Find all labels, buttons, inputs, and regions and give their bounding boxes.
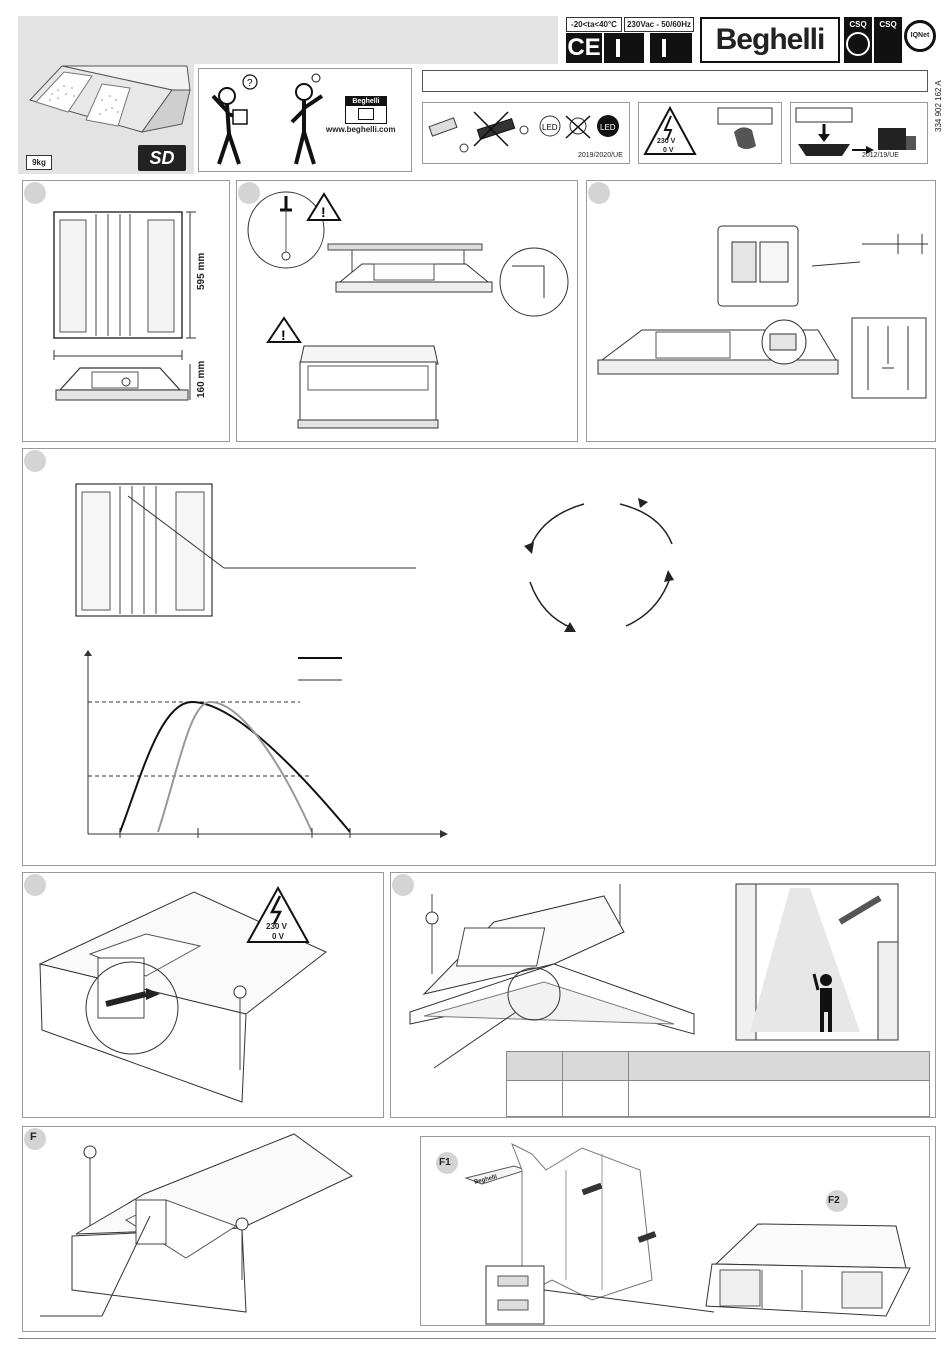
settings-table-row [506,1081,930,1117]
settings-table-header [506,1051,930,1081]
svg-text:?: ? [247,78,253,89]
voltage-badge: 230Vac - 50/60Hz [624,17,694,32]
suspension-install-drawing [244,186,574,438]
warn-voltage-text: 230 V [657,138,676,145]
sensor-drawing [74,482,434,622]
luminaire-perspective-drawing [404,884,704,1044]
settings-table [506,1051,930,1117]
wiring-drawing [592,214,932,404]
led-icons [534,108,630,144]
header-grey-band [18,16,558,64]
svg-text:!: ! [321,204,326,220]
hand-switch-icon [716,106,776,156]
puzzled-figure-icon [205,72,265,168]
csq-cert-2: CSQ [874,17,902,63]
warn-zero-text: 0 V [663,147,674,154]
height-dimension: 160 mm [196,360,207,398]
cycle-arrows [520,486,680,636]
battery-replacement-drawing [36,1130,356,1326]
width-dimension: 595 mm [196,252,207,290]
light-curve-chart [80,650,450,840]
weight-label: 9kg [26,155,52,170]
svg-text:LED: LED [542,123,558,132]
class-mark-2 [650,33,692,63]
ce-mark: CE [567,34,601,61]
bottom-rule [18,1338,936,1339]
ballast-no-replace-icon [428,106,538,156]
f-mini-logo: Beghelli [473,1174,498,1186]
temperature-range-badge: -20<ta<40°C [566,17,622,32]
step-c-marker [588,182,610,204]
e-warn-zero: 0 V [272,932,285,941]
svg-text:LED: LED [600,123,616,132]
beghelli-logo [700,17,840,63]
iqnet-cert: IQNet [904,20,936,52]
mini-brand-box [345,96,387,124]
room-detection-drawing [720,882,900,1042]
document-code: 334 902 162 A [934,80,943,132]
svg-text:!: ! [281,327,286,343]
f1-label: F1 [439,1157,451,1168]
dimensions-drawing [30,200,220,420]
sd-logo: SD [138,145,186,171]
class-mark-1 [604,33,644,63]
product-thumbnail [22,60,192,140]
weee-directive: 2012/19/UE [862,152,899,159]
weee-disposal-icon [794,106,924,158]
e-warn-voltage: 230 V [266,922,287,931]
section-f-label: F [30,1131,37,1143]
title-blank-bar [422,70,928,92]
website-url[interactable]: www.beghelli.com [326,125,396,134]
idea-figure-icon [282,72,342,168]
mini-brand-text: Beghelli [346,97,386,106]
f2-label: F2 [828,1195,840,1206]
brand-name: Beghelli [715,23,825,56]
label-kit-drawing [462,1140,922,1326]
step-d-marker [24,450,46,472]
csq-cert-1: CSQ [844,17,872,63]
eco-directive: 2019/2020/UE [578,152,623,159]
